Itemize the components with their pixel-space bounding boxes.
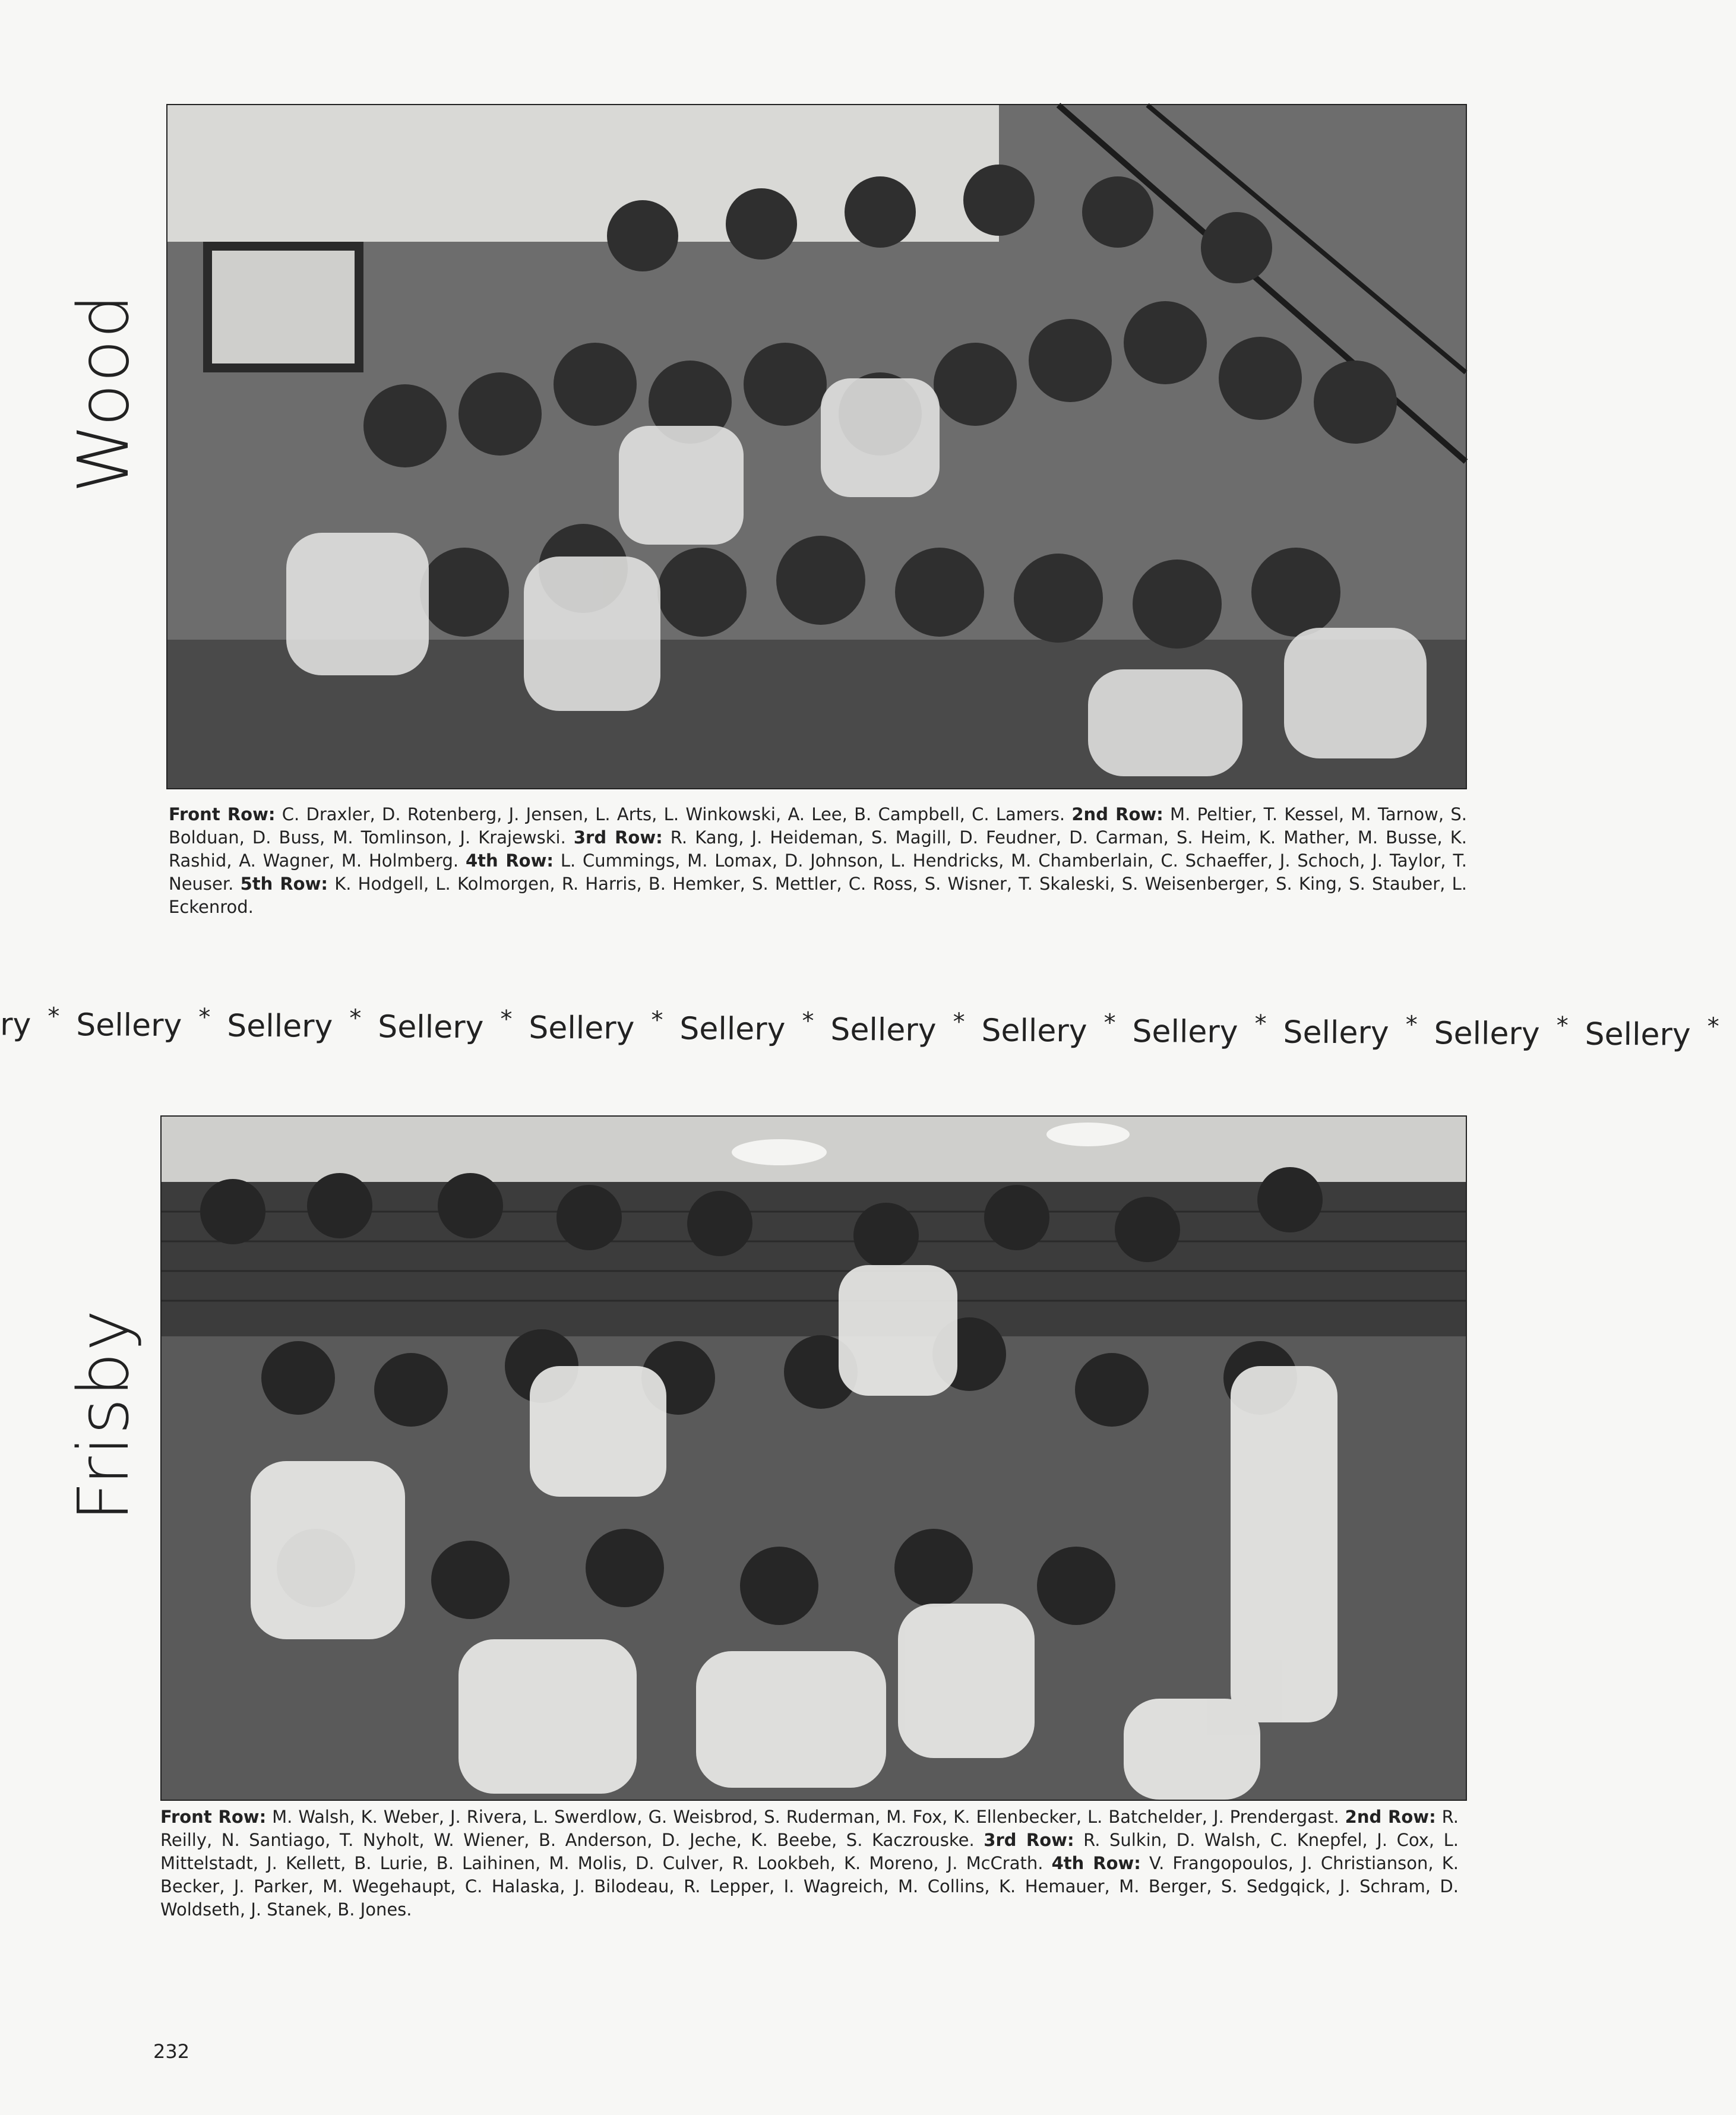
banner-separator: * bbox=[500, 1006, 513, 1033]
frisby-row-label-front: Front Row: bbox=[160, 1807, 267, 1827]
frisby-group-photo bbox=[160, 1115, 1467, 1801]
banner-separator: * bbox=[1405, 1011, 1418, 1039]
wood-row-label-front: Front Row: bbox=[169, 804, 276, 824]
wood-row-label-2nd: 2nd Row: bbox=[1071, 804, 1163, 824]
banner-separator: * bbox=[1707, 1013, 1719, 1041]
wood-row-label-3rd: 3rd Row: bbox=[573, 827, 663, 848]
wood-group-photo bbox=[166, 104, 1467, 789]
banner-separator: * bbox=[198, 1004, 211, 1032]
banner-separator: * bbox=[1556, 1012, 1569, 1040]
frisby-row-names-3rd: R. Sulkin, D. Walsh, C. Knepfel, J. Cox, L. Mittelstadt, J. Kellett, B. Lurie, B. Laihinen, M. Molis, D. Culver, R. Lookbeh, K. Moreno, J. McCrath. bbox=[160, 1830, 1459, 1873]
section-title-frisby: Frisby bbox=[62, 1308, 144, 1522]
frisby-row-names-4th: V. Frangopoulos, J. Christianson, K. Becker, J. Parker, M. Wegehaupt, C. Halaska, J. Bilodeau, R. Lepper, I. Wagreich, M. Collins, K. Hemauer, M. Berger, S. Sedgqick, J. Schram, D. Woldseth, J. Stanek, B. Jones. bbox=[160, 1853, 1459, 1920]
banner-leading-fragment: ry bbox=[0, 1007, 31, 1043]
page-number: 232 bbox=[153, 2040, 190, 2063]
section-title-wood: Wood bbox=[62, 292, 144, 493]
sellery-banner bbox=[0, 1003, 1719, 1066]
banner-separator: * bbox=[953, 1008, 965, 1036]
wood-row-names-3rd: R. Kang, J. Heideman, S. Magill, D. Feudner, D. Carman, S. Heim, K. Mather, M. Busse, K. Rashid, A. Wagner, M. Holmberg. bbox=[169, 827, 1467, 871]
banner-separator: * bbox=[48, 1003, 60, 1030]
banner-word: Sellery bbox=[378, 1009, 484, 1046]
wood-caption bbox=[169, 803, 1467, 919]
frisby-row-names-front: M. Walsh, K. Weber, J. Rivera, L. Swerdlow, G. Weisbrod, S. Ruderman, M. Fox, K. Ellenbecker, L. Batchelder, J. Prendergast. bbox=[266, 1807, 1345, 1827]
banner-separator: * bbox=[1103, 1009, 1116, 1037]
banner-word: Sellery bbox=[679, 1011, 786, 1048]
banner-word: Sellery bbox=[1585, 1016, 1691, 1053]
frisby-row-label-2nd: 2nd Row: bbox=[1345, 1807, 1436, 1827]
banner-word: Sellery bbox=[76, 1007, 182, 1044]
banner-word: Sellery bbox=[830, 1011, 937, 1048]
banner-separator: * bbox=[349, 1004, 362, 1032]
wood-row-label-4th: 4th Row: bbox=[465, 851, 554, 871]
wood-row-names-front: C. Draxler, D. Rotenberg, J. Jensen, L. Arts, L. Winkowski, A. Lee, B. Campbell, C. Lamers. bbox=[275, 804, 1072, 824]
frisby-caption bbox=[160, 1806, 1459, 1921]
banner-separator: * bbox=[1254, 1010, 1267, 1038]
banner-word: Sellery bbox=[1283, 1014, 1389, 1051]
wood-row-names-4th: L. Cummings, M. Lomax, D. Johnson, L. Hendricks, M. Chamberlain, C. Schaeffer, J. Schoch, J. Taylor, T. Neuser. bbox=[169, 851, 1467, 894]
frisby-row-label-4th: 4th Row: bbox=[1051, 1853, 1141, 1873]
wood-row-label-5th: 5th Row: bbox=[240, 874, 328, 894]
banner-word: Sellery bbox=[1132, 1013, 1238, 1051]
wood-row-names-2nd: M. Peltier, T. Kessel, M. Tarnow, S. Bolduan, D. Buss, M. Tomlinson, J. Krajewski. bbox=[169, 804, 1467, 848]
banner-word: Sellery bbox=[981, 1013, 1087, 1049]
banner-separator: * bbox=[651, 1006, 663, 1034]
wood-row-names-5th: K. Hodgell, L. Kolmorgen, R. Harris, B. Hemker, S. Mettler, C. Ross, S. Wisner, T. Skaleski, S. Weisenberger, S. King, S. Stauber, L. Eckenrod. bbox=[169, 874, 1467, 917]
banner-word: Sellery bbox=[227, 1008, 333, 1045]
banner-word: Sellery bbox=[1434, 1016, 1540, 1052]
banner-word: Sellery bbox=[529, 1010, 635, 1047]
frisby-row-names-2nd: R. Reilly, N. Santiago, T. Nyholt, W. Wiener, B. Anderson, D. Jeche, K. Beebe, S. Kaczrouske. bbox=[160, 1807, 1459, 1850]
frisby-row-label-3rd: 3rd Row: bbox=[984, 1830, 1074, 1850]
banner-separator: * bbox=[802, 1007, 814, 1035]
